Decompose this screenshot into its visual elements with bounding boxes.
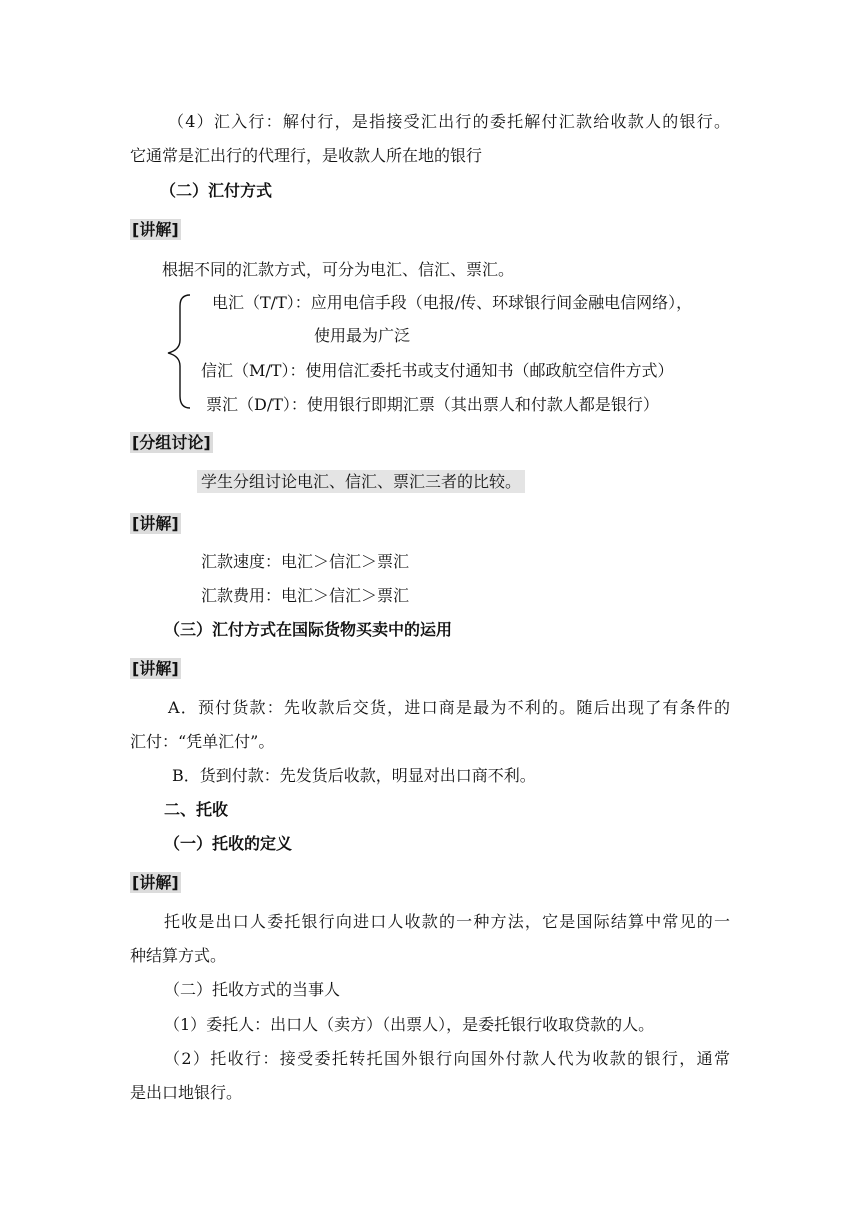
discussion-text: 学生分组讨论电汇、信汇、票汇三者的比较。: [197, 470, 525, 493]
paragraph-line: （4）汇入行：解付行，是指接受汇出行的委托解付汇款给收款人的银行。: [168, 112, 730, 131]
paragraph-line: 托收是出口人委托银行向进口人收款的一种方法，它是国际结算中常见的一: [164, 912, 730, 931]
paragraph-line: A．预付货款：先收款后交货，进口商是最为不利的。随后出现了有条件的: [168, 698, 730, 717]
paragraph-line: （2）托收行：接受委托转托国外银行向国外付款人代为收款的银行，通常: [164, 1049, 730, 1068]
comparison-cost: 汇款费用：电汇＞信汇＞票汇: [201, 586, 410, 605]
explain-tag: [讲解]: [132, 220, 179, 239]
curly-brace-icon: [162, 292, 194, 412]
remittance-type-mt: 信汇（M/T）：使用信汇委托书或支付通知书（邮政航空信件方式）: [201, 361, 674, 380]
paragraph-line: 是出口地银行。: [130, 1083, 243, 1102]
section-heading: 二、托收: [164, 800, 229, 819]
paragraph-line: （1）委托人：出口人（卖方）（出票人），是委托银行收取贷款的人。: [164, 1015, 655, 1034]
section-heading: （一）托收的定义: [164, 834, 293, 853]
remittance-type-dt: 票汇（D/T）：使用银行即期汇票（其出票人和付款人都是银行）: [206, 395, 659, 414]
remittance-type-tt: 电汇（T/T）：应用电信手段（电报/传、环球银行间金融电信网络），: [212, 293, 693, 312]
explain-tag: [讲解]: [132, 873, 179, 892]
group-discussion-tag: [分组讨论]: [132, 433, 211, 452]
section-heading: （二）汇付方式: [160, 181, 273, 200]
remittance-type-tt-cont: 使用最为广泛: [314, 326, 411, 345]
paragraph-line: 汇付：“凭单汇付”。: [130, 732, 275, 751]
explain-tag: [讲解]: [132, 659, 179, 678]
explain-tag: [讲解]: [132, 514, 179, 533]
paragraph-line: （二）托收方式的当事人: [164, 980, 341, 999]
paragraph-line: 它通常是汇出行的代理行，是收款人所在地的银行: [130, 146, 483, 165]
paragraph-line: B．货到付款：先发货后收款，明显对出口商不利。: [172, 766, 536, 785]
comparison-speed: 汇款速度：电汇＞信汇＞票汇: [201, 552, 410, 571]
section-heading: （三）汇付方式在国际货物买卖中的运用: [164, 620, 453, 639]
paragraph-line: 根据不同的汇款方式，可分为电汇、信汇、票汇。: [162, 260, 515, 279]
paragraph-line: 种结算方式。: [130, 946, 227, 965]
